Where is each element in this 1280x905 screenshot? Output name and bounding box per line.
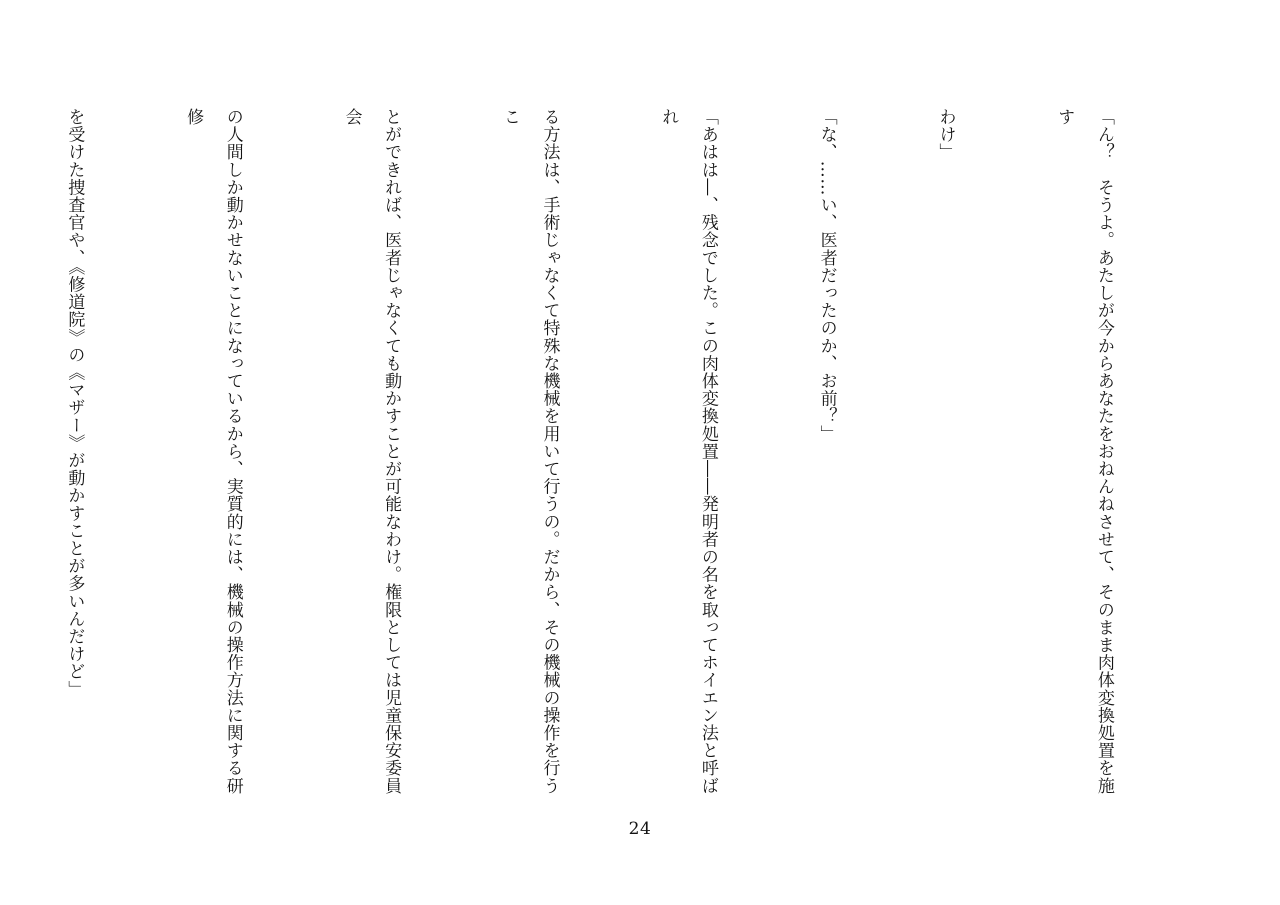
text-line: 「な、……い、医者だったのか、お前？」 <box>816 108 837 443</box>
text-line: 「ん？ そうよ。あたしが今からあなたをおねんねさせて、そのまま肉体変換処置を施す <box>1054 108 1114 795</box>
text-line: る方法は、手術じゃなくて特殊な機械を用いて行うの。だから、その機械の操作を行うこ <box>499 108 560 795</box>
text-line: 「あはは―、残念でした。この肉体変換処置――発明者の名を取ってホイエン法と呼ばれ <box>658 108 718 795</box>
text-line: を受けた捜査官や、《修道院》の《マザー》が動かすことが多いんだけど」 <box>64 108 85 698</box>
text-line: の人間しか動かせないことになっているから、実質的には、機械の操作方法に関する研修 <box>183 108 243 795</box>
vertical-text-block <box>0 108 1202 808</box>
text-line: とができれば、医者じゃなくても動かすことが可能なわけ。権限としては児童保安委員会 <box>341 108 402 795</box>
text-line: わけ」 <box>935 108 956 161</box>
page-number: 24 <box>628 819 652 839</box>
